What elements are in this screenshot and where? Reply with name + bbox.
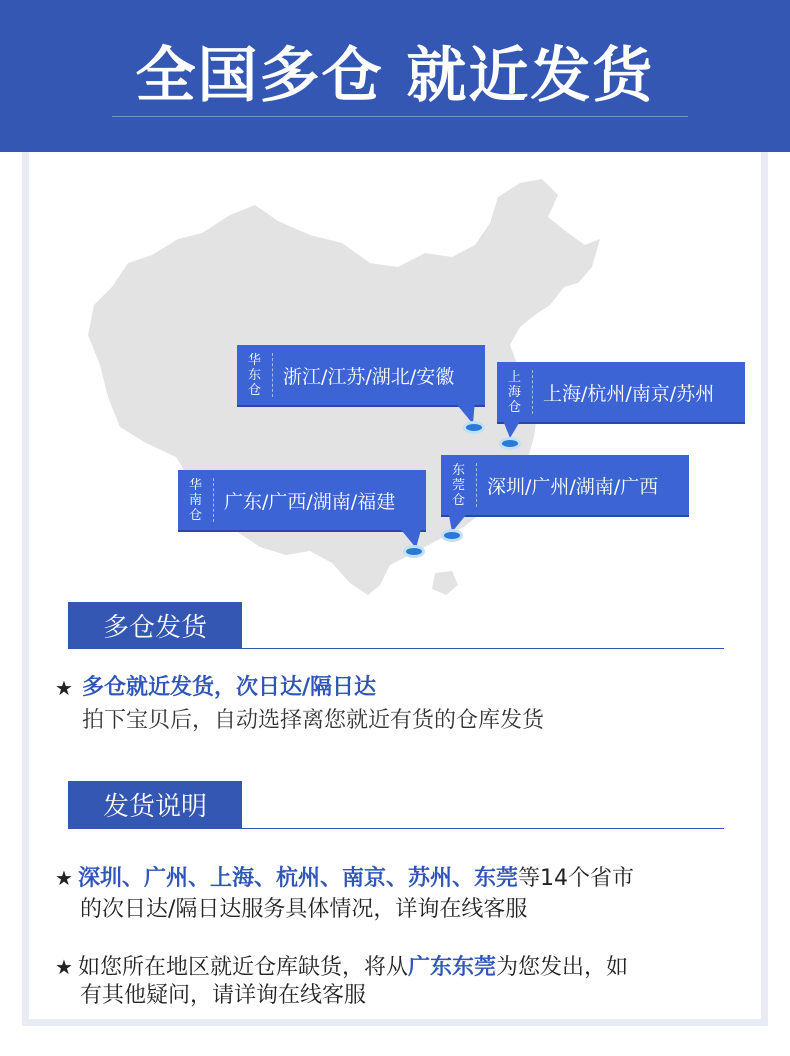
warehouse-cities: 广东/广西/湖南/福建 (224, 490, 396, 513)
page-title: 全国多仓 就近发货 (135, 41, 655, 111)
section-divider (68, 828, 724, 829)
warehouse-tag: 东 莞 仓 (441, 463, 477, 507)
warehouse-card-east-china (237, 345, 485, 405)
location-pin (444, 532, 460, 539)
warehouse-card-shanghai (497, 362, 745, 422)
star-bullet-icon: ★ (55, 955, 73, 979)
highlighted-cities: 深圳、广州、上海、杭州、南京、苏州、东莞 (78, 866, 519, 891)
banner-header (0, 0, 790, 152)
warehouse-cities: 深圳/广州/湖南/广西 (487, 475, 659, 498)
warehouse-tag: 华 南 仓 (178, 478, 214, 522)
warehouse-cities: 上海/杭州/南京/苏州 (543, 382, 715, 405)
warehouse-tag: 上 海 仓 (497, 370, 533, 414)
star-bullet-icon: ★ (55, 866, 73, 890)
warehouse-card-south-china (178, 470, 426, 530)
location-pin (502, 440, 518, 447)
shipping-note-1-line-1: 深圳、广州、上海、杭州、南京、苏州、东莞等14个省市 (78, 866, 635, 891)
warehouse-tag: 华 东 仓 (237, 353, 273, 397)
warehouse-card-dongguan (441, 455, 689, 515)
section-title-multi-warehouse: 多仓发货 (68, 602, 242, 649)
highlighted-origin: 广东东莞 (408, 955, 497, 980)
location-pin (406, 548, 422, 555)
warehouse-cities: 浙江/江苏/湖北/安徽 (283, 365, 455, 388)
shipping-note-1-line-2: 的次日达/隔日达服务具体情况，详询在线客服 (80, 897, 528, 922)
multi-warehouse-headline: 多仓就近发货，次日达/隔日达 (82, 675, 377, 700)
section-title-shipping-notes: 发货说明 (68, 781, 242, 828)
location-pin (466, 424, 482, 431)
shipping-note-2-line-2: 有其他疑问，请详询在线客服 (80, 983, 367, 1008)
section-divider (68, 648, 724, 649)
header-divider (112, 116, 688, 117)
star-bullet-icon: ★ (55, 676, 73, 700)
shipping-note-2-line-1: 如您所在地区就近仓库缺货，将从广东东莞为您发出，如 (78, 955, 629, 980)
callout-pointer (500, 418, 530, 442)
multi-warehouse-description: 拍下宝贝后，自动选择离您就近有货的仓库发货 (82, 708, 545, 733)
